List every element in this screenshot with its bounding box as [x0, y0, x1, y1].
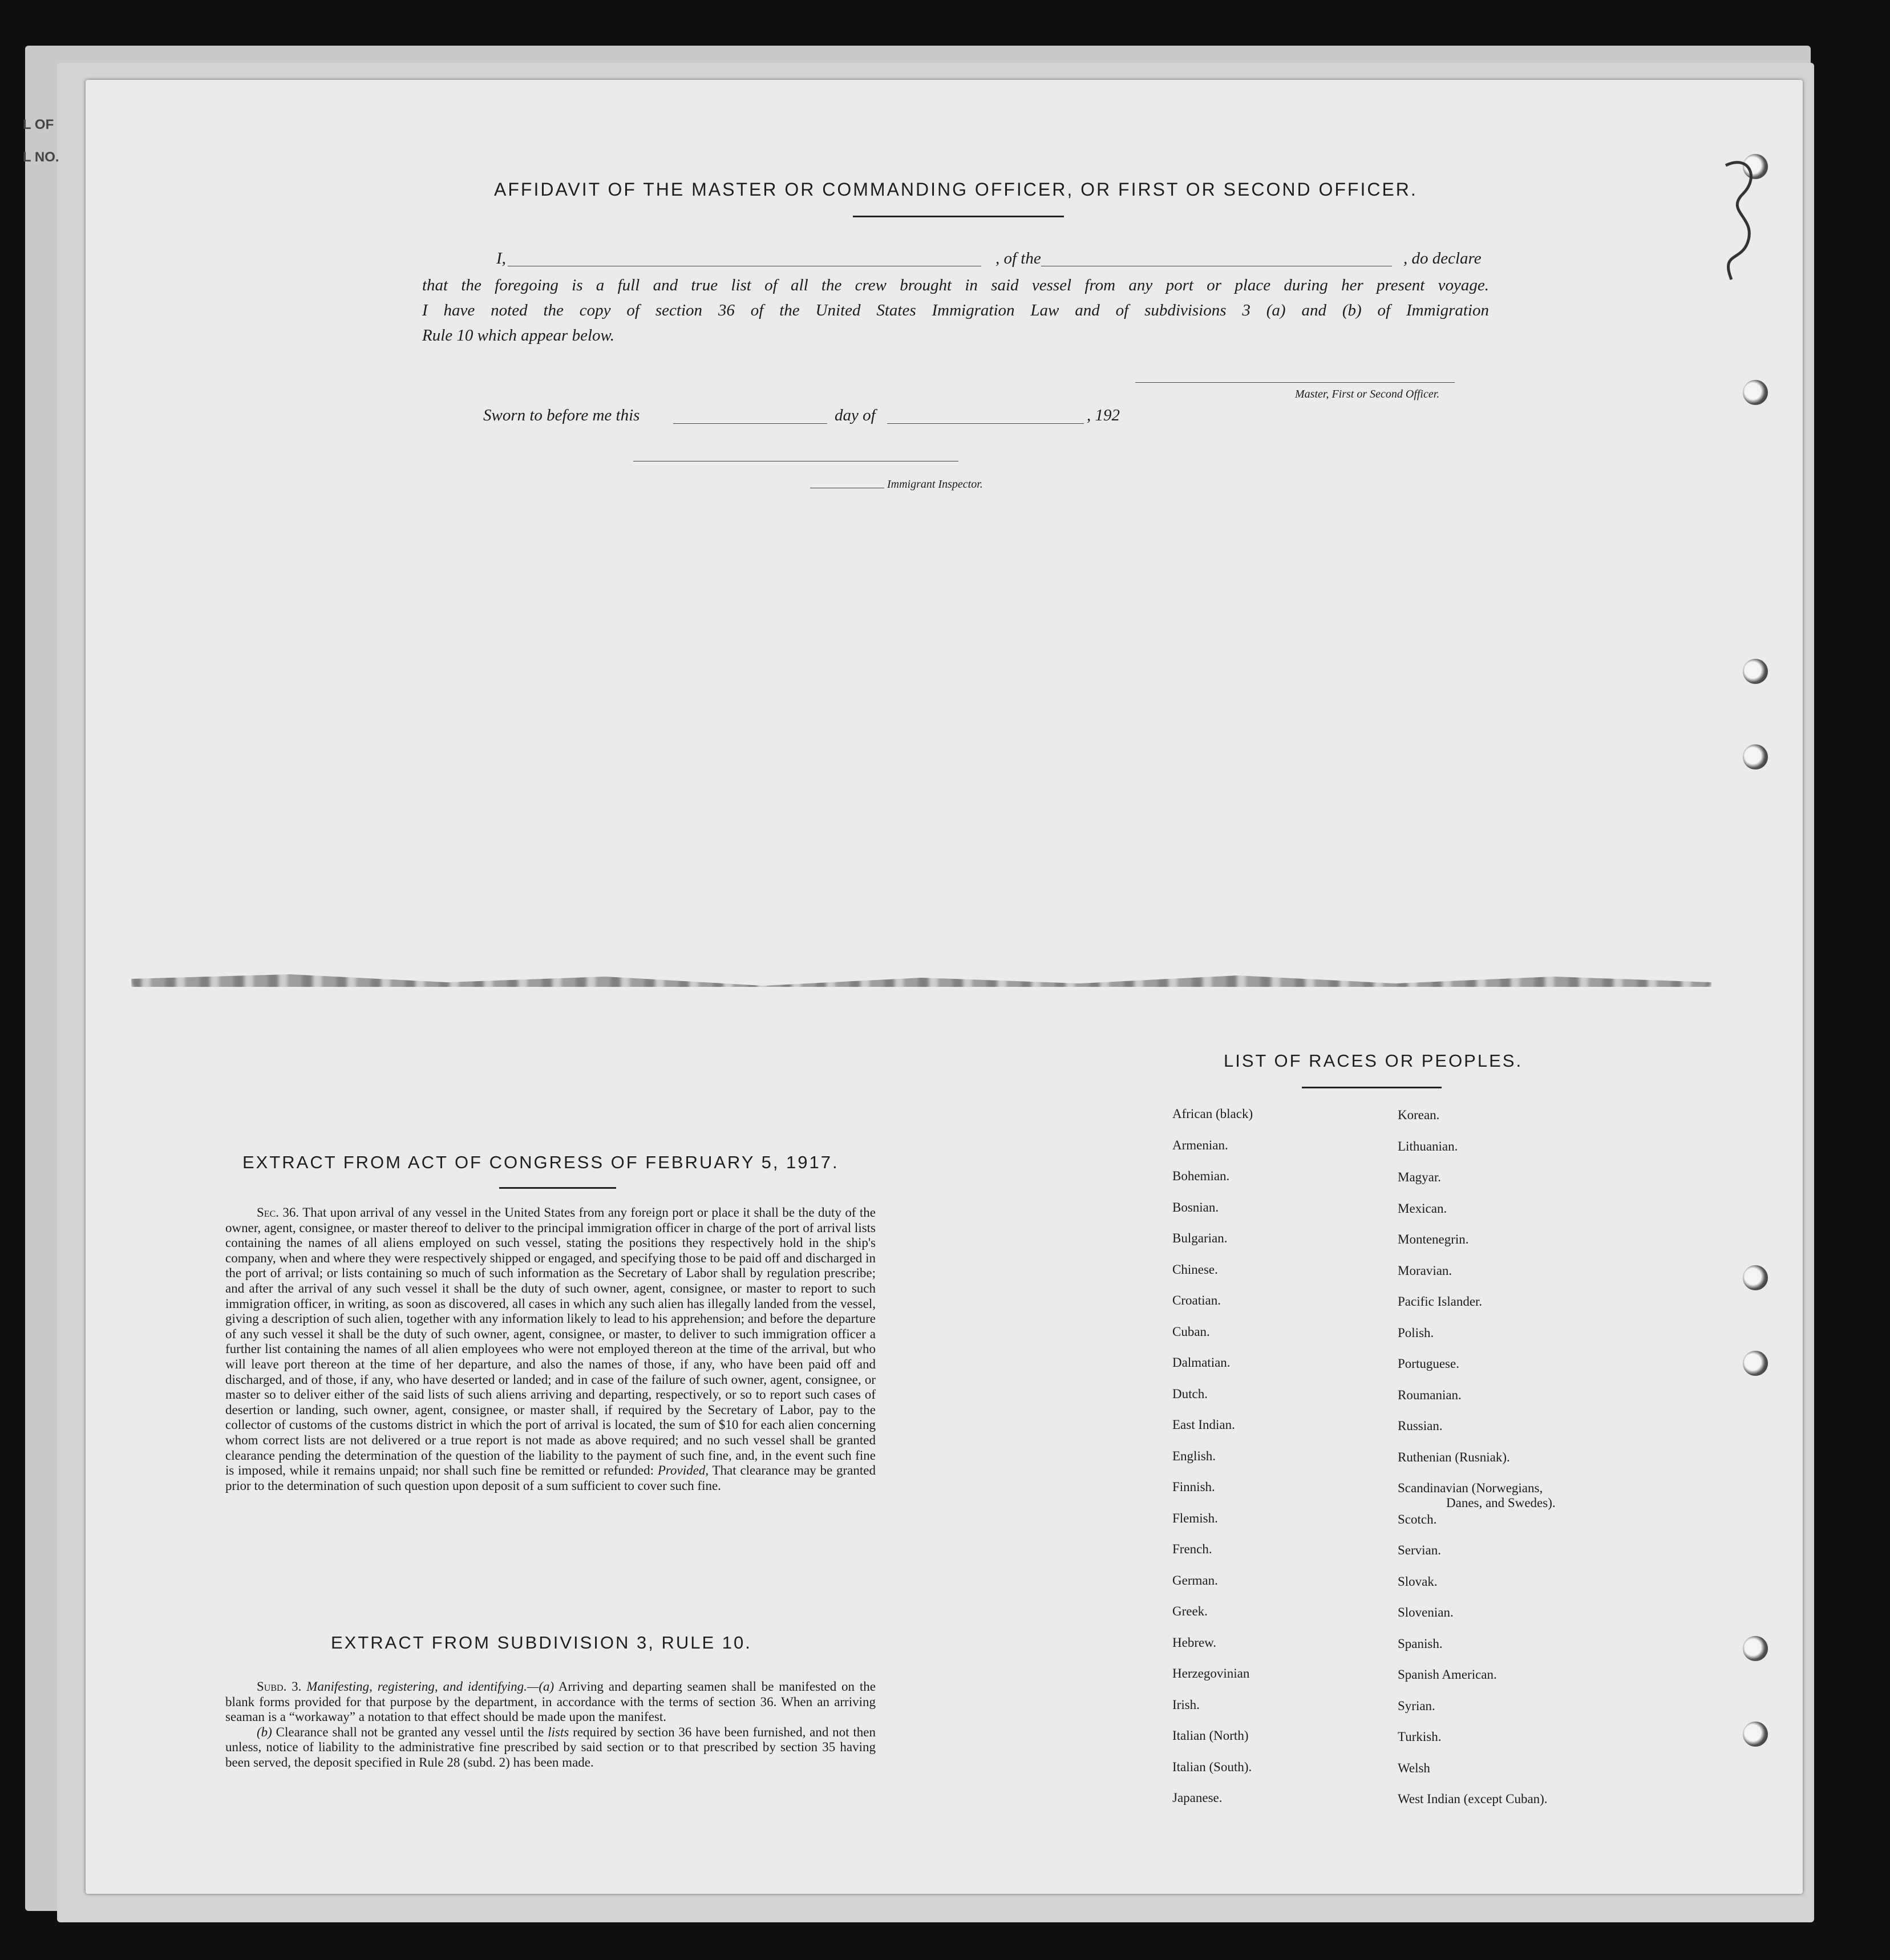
rule-extract-title: EXTRACT FROM SUBDIVISION 3, RULE 10.: [331, 1633, 752, 1653]
inspector-label: Immigrant Inspector.: [887, 478, 983, 491]
sworn-month-line: [887, 423, 1084, 424]
race-item: Portuguese.: [1398, 1356, 1459, 1371]
sec-label: Sec. 36.: [257, 1205, 300, 1220]
race-item: Roumanian.: [1398, 1387, 1462, 1402]
race-item: Servian.: [1398, 1543, 1442, 1557]
punch-hole: [1743, 1636, 1768, 1661]
race-item: Armenian.: [1172, 1137, 1228, 1152]
race-item: Flemish.: [1172, 1511, 1218, 1525]
punch-hole: [1743, 1722, 1768, 1747]
edge-label-2: L NO.: [23, 149, 59, 165]
punch-hole: [1743, 380, 1768, 405]
race-item: Korean.: [1398, 1108, 1440, 1122]
race-item: Italian (North): [1172, 1728, 1249, 1743]
day-of-text: day of: [835, 406, 876, 424]
race-item: Turkish.: [1398, 1730, 1442, 1744]
race-item: Italian (South).: [1172, 1759, 1252, 1774]
master-label: Master, First or Second Officer.: [1295, 388, 1440, 400]
race-item: Japanese.: [1172, 1791, 1223, 1805]
races-title: LIST OF RACES OR PEOPLES.: [1224, 1051, 1523, 1071]
race-item: Ruthenian (Rusniak).: [1398, 1449, 1510, 1464]
race-item: Welsh: [1398, 1760, 1430, 1775]
race-item: African (black): [1172, 1107, 1253, 1121]
affidavit-line-3: I have noted the copy of section 36 of the United States Immigration Law and of subdivisions 3 (a) and (b) of Immigration: [422, 301, 1489, 319]
race-item: German.: [1172, 1573, 1218, 1588]
act-extract-title: EXTRACT FROM ACT OF CONGRESS OF FEBRUARY 5, 1917.: [242, 1152, 839, 1172]
affidavit-title: AFFIDAVIT OF THE MASTER OR COMMANDING OFFICER, OR FIRST OR SECOND OFFICER.: [494, 179, 1418, 200]
punch-hole: [1743, 1265, 1768, 1290]
sworn-day-line: [673, 423, 827, 424]
race-item: Croatian.: [1172, 1293, 1221, 1307]
race-item: Herzegovinian: [1172, 1666, 1250, 1680]
year-text: , 192: [1087, 406, 1120, 424]
race-item: Mexican.: [1398, 1201, 1447, 1216]
section-36-text: Sec. 36. That upon arrival of any vessel in the United States from any foreign port or place it shall be the duty of the owner, agent, consignee, or master thereof to deliver to the principal immigration officer in charge of the port of arrival lists containing the names of all aliens employed on such vessel, stating the positions they respectively hold in the ship's company, when and where they were respectively shipped or engaged, and specifying those to be paid off and discharged in the port of arrival; or lists containing so much of such information as the Secretary of Labor shall by regulation prescribe; and after the arrival of any such vessel it shall be the duty of such owner, agent, consignee, or master to report to such immigration officer, in writing, as soon as discovered, all cases in which any such alien has illegally landed from the vessel, giving a description of such alien, together with any information likely to lead to his apprehension; and before the departure of any such vessel it shall be the duty of such owner, agent, consignee, or master, to deliver to such immigration officer a further list containing the names of all alien employees who were not employed thereon at the time of the arrival, but who will leave port thereon at the time of her departure, and also the names of those, if any, who have been paid off and discharged, and of those, if any, who have deserted or landed; and in case of the failure of such owner, agent, consignee, or master so to deliver either of the said lists of such aliens arriving and departing, respectively, or so to report such cases of desertion or landing, such owner, agent, consignee, or master shall, if required by the Secretary of Labor, pay to the collector of customs of the customs district in which the port of arrival is located, the sum of $10 for each alien concerning whom correct lists are not delivered or a true report is not made as above required; and no such vessel shall be granted clearance pending the determination of the question of the liability to the payment of such fine, and, in the event such fine is imposed, while it remains unpaid; nor shall such fine be remitted or refunded: Provided, That clearance may be granted prior to the determination of such question upon deposit of a sum sufficient to cover such fine.: [225, 1205, 876, 1493]
race-item: Syrian.: [1398, 1698, 1435, 1713]
race-item: Slovenian.: [1398, 1605, 1454, 1619]
master-signature-line: [1135, 382, 1455, 383]
race-item: East Indian.: [1172, 1418, 1235, 1432]
race-item: Cuban.: [1172, 1324, 1210, 1339]
race-item-continuation: Danes, and Swedes).: [1446, 1496, 1556, 1510]
race-item: Moravian.: [1398, 1263, 1452, 1278]
race-item: Magyar.: [1398, 1170, 1442, 1184]
act-title-rule: [499, 1187, 616, 1189]
title-rule: [853, 216, 1064, 217]
affidavit-line-4: Rule 10 which appear below.: [422, 326, 614, 345]
race-item: Dalmatian.: [1172, 1355, 1231, 1370]
races-column-1: [1172, 1107, 1253, 1822]
pencil-scribble-icon: [1714, 154, 1766, 302]
race-item: English.: [1172, 1448, 1216, 1463]
affidavit-of-the: , of the: [995, 249, 1041, 268]
sworn-text: Sworn to before me this: [483, 406, 640, 424]
race-item: Finnish.: [1172, 1480, 1215, 1494]
race-item: Lithuanian.: [1398, 1139, 1458, 1153]
race-item: Spanish.: [1398, 1636, 1443, 1651]
race-item: Montenegrin.: [1398, 1232, 1469, 1246]
affidavit-line-2: that the foregoing is a full and true list of all the crew brought in said vessel from any port or place during her present voyage.: [422, 276, 1489, 294]
race-item: Scotch.: [1398, 1512, 1437, 1526]
punch-hole: [1743, 744, 1768, 770]
race-item: French.: [1172, 1542, 1212, 1556]
race-item: Irish.: [1172, 1697, 1200, 1712]
races-title-rule: [1302, 1087, 1442, 1088]
race-item: Bulgarian.: [1172, 1231, 1228, 1245]
races-column-2: [1398, 1108, 1556, 1823]
subdivision-3-text: Subd. 3. Manifesting, registering, and identifying.—(a) Arriving and departing seamen shall be manifested on the blank forms provided for that purpose by the department, in accordance with the terms of section 36. When an arriving seaman is a “workaway” a notation to that effect should be made upon the manifest. (b) Clearance shall not be granted any vessel until the lists required by section 36 have been furnished, and not then unless, notice of liability to the administrative fine prescribed by said section or to that prescribed by section 35 having been served, the deposit specified in Rule 28 (subd. 2) has been made.: [225, 1679, 876, 1769]
race-item: Slovak.: [1398, 1574, 1438, 1589]
race-item: Bohemian.: [1172, 1169, 1230, 1183]
race-item: West Indian (except Cuban).: [1398, 1792, 1548, 1806]
race-item: Chinese.: [1172, 1262, 1218, 1277]
punch-hole: [1743, 1351, 1768, 1376]
race-item: Pacific Islander.: [1398, 1294, 1483, 1309]
affidavit-do-declare: , do declare: [1403, 249, 1482, 268]
race-item: Spanish American.: [1398, 1667, 1497, 1682]
punch-hole: [1743, 659, 1768, 684]
race-item: Scandinavian (Norwegians, Danes, and Swedes).: [1398, 1481, 1556, 1510]
race-item: Hebrew.: [1172, 1635, 1217, 1650]
race-item: Polish.: [1398, 1325, 1434, 1340]
race-item: Bosnian.: [1172, 1200, 1219, 1214]
race-item: Greek.: [1172, 1604, 1208, 1618]
edge-label-1: L OF: [23, 117, 54, 132]
race-item: Russian.: [1398, 1419, 1443, 1433]
race-item: Dutch.: [1172, 1386, 1208, 1401]
affidavit-i: I,: [496, 249, 506, 268]
